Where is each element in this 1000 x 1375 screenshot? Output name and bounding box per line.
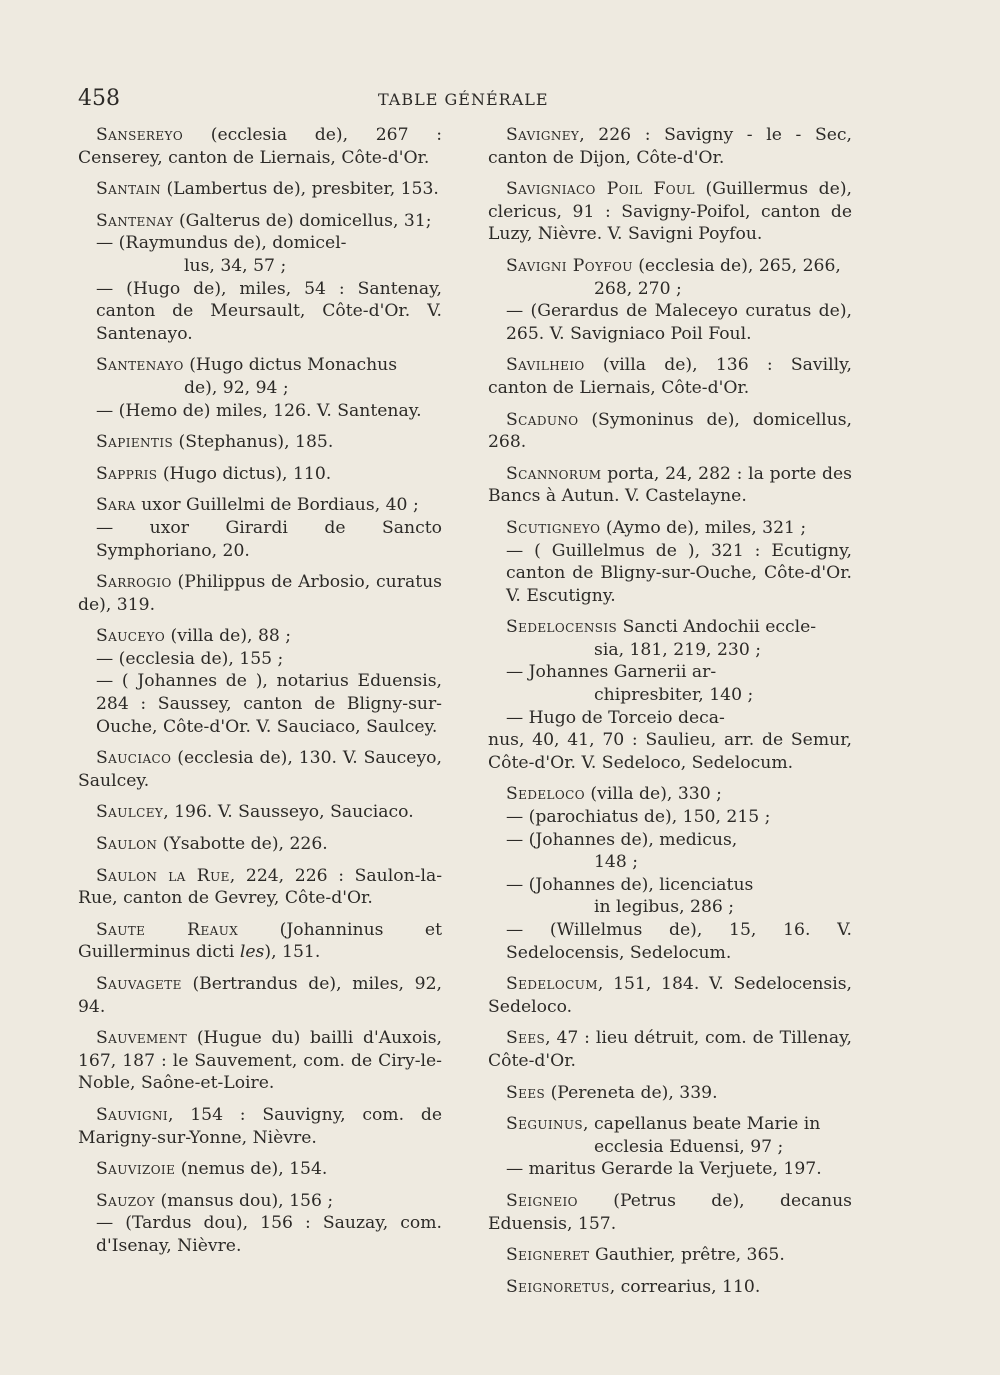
index-entry bbox=[78, 747, 442, 792]
entry-subline: — (Gerardus de Maleceyo curatus de), 265. V. Savigniaco Poil Foul. bbox=[506, 301, 852, 344]
index-entry bbox=[488, 973, 852, 1018]
entry-text: , correarius, 110. bbox=[609, 1276, 761, 1297]
entry-headword: Sees bbox=[506, 1082, 546, 1103]
entry-text: uxor Guillelmi de Bordiaus, 40 ; bbox=[135, 495, 419, 516]
entry-subline: 268, 270 ; bbox=[594, 278, 682, 299]
entry-text: porta, 24, 282 : la porte des Bancs à Autun. V. Castelayne. bbox=[488, 463, 852, 507]
index-entry bbox=[488, 1190, 852, 1235]
entry-subline: ecclesia Eduensi, 97 ; bbox=[594, 1136, 784, 1157]
page-header bbox=[78, 86, 958, 116]
entry-headword: Sauvizoie bbox=[96, 1159, 176, 1180]
entry-headword: Sees bbox=[506, 1028, 546, 1049]
entry-subline: — (Hugo de), miles, 54 : Santenay, canton de Meursault, Côte-d'Or. V. Santenayo. bbox=[96, 278, 442, 344]
index-entry bbox=[488, 1027, 852, 1072]
index-entry bbox=[488, 463, 852, 508]
entry-headword: Saute Reaux bbox=[96, 919, 239, 940]
index-entry bbox=[488, 178, 852, 246]
entry-headword: Seigneret bbox=[506, 1245, 590, 1266]
entry-headword: Savigney bbox=[506, 125, 580, 145]
index-entry bbox=[78, 973, 442, 1018]
entry-headword: Sapientis bbox=[96, 432, 174, 453]
index-entry bbox=[78, 865, 442, 910]
entry-headword: Santain bbox=[96, 179, 161, 200]
entry-subline: — (Johannes de), licenciatus bbox=[506, 874, 754, 895]
entry-text: , 196. V. Sausseyo, Sauciaco. bbox=[163, 802, 414, 823]
entry-text: (villa de), 88 ; bbox=[165, 626, 292, 647]
index-entry bbox=[78, 210, 442, 346]
index-entry bbox=[78, 1158, 442, 1181]
entry-headword: Seignoretus bbox=[506, 1276, 610, 1297]
entry-subline: lus, 34, 57 ; bbox=[184, 255, 287, 276]
entry-headword: Scaduno bbox=[506, 409, 579, 430]
entry-headword: Savigniaco Poil Foul bbox=[506, 179, 695, 200]
entry-text: (villa de), 330 ; bbox=[584, 784, 722, 805]
entry-text: Sancti Andochii eccle- bbox=[617, 617, 817, 638]
entry-headword: Scutigneyo bbox=[506, 517, 601, 538]
entry-subline: 148 ; bbox=[594, 852, 639, 873]
entry-subline: — (Johannes de), medicus, bbox=[506, 829, 738, 850]
entry-headword: Seguinus bbox=[506, 1114, 584, 1135]
entry-headword: Sauzoy bbox=[96, 1190, 156, 1211]
entry-headword: Savigni Poyfou bbox=[506, 255, 633, 276]
entry-text: (Philippus de Arbosio, curatus de), 319. bbox=[78, 572, 442, 615]
entry-subline: — maritus Gerarde la Verjuete, 197. bbox=[506, 1159, 822, 1180]
entry-text: (villa de), 136 : Savilly, canton de Liernais, Côte-d'Or. bbox=[488, 355, 852, 398]
running-title: TABLE GÉNÉRALE bbox=[378, 90, 549, 109]
entry-headword: Sauceyo bbox=[96, 626, 166, 647]
entry-text: (Ysabotte de), 226. bbox=[157, 834, 328, 855]
entry-subline: — (Raymundus de), domicel- bbox=[96, 233, 347, 254]
index-entry bbox=[78, 1027, 442, 1095]
entry-text: (Hugo dictus), 110. bbox=[157, 463, 332, 484]
entry-headword: Sarrogio bbox=[96, 572, 172, 593]
entry-headword: Saulon la Rue bbox=[96, 865, 230, 886]
entry-headword: Sauvagete bbox=[96, 974, 182, 994]
index-entry bbox=[488, 409, 852, 454]
entry-text: (ecclesia de), 130. V. Sauceyo, Saulcey. bbox=[78, 748, 442, 791]
index-entry bbox=[488, 1244, 852, 1267]
index-entry bbox=[488, 616, 852, 774]
entry-text: , 47 : lieu détruit, com. de Tillenay, Côte-d'Or. bbox=[488, 1028, 852, 1071]
index-entry bbox=[78, 354, 442, 422]
entry-headword: Sappris bbox=[96, 463, 158, 484]
index-entry bbox=[78, 801, 442, 824]
entry-text: , 226 : Savigny - le - Sec, canton de Dijon, Côte-d'Or. bbox=[488, 125, 852, 168]
entry-subline: — (parochiatus de), 150, 215 ; bbox=[506, 807, 771, 828]
entry-subline: — ( Guillelmus de ), 321 : Ecutigny, canton de Bligny-sur-Ouche, Côte-d'Or. V. Escutigny. bbox=[506, 540, 852, 606]
entry-headword: Sedeloco bbox=[506, 784, 585, 805]
index-entry bbox=[488, 255, 852, 345]
entry-text: (nemus de), 154. bbox=[175, 1159, 328, 1180]
entry-text: ), 151. bbox=[264, 942, 321, 963]
entry-text: (Hugue du) bailli d'Auxois, 167, 187 : le Sauvement, com. de Ciry-le-Noble, Saône-et-Loire. bbox=[78, 1028, 442, 1094]
entry-text: (ecclesia de), 267 : Censerey, canton de Liernais, Côte-d'Or. bbox=[78, 125, 442, 168]
index-entry bbox=[488, 517, 852, 607]
entry-headword: Sedelocensis bbox=[506, 617, 618, 638]
entry-text: (Petrus de), decanus Eduensis, 157. bbox=[488, 1190, 852, 1234]
entry-headword: Santenayo bbox=[96, 355, 184, 376]
index-entry bbox=[78, 919, 442, 964]
index-entry bbox=[78, 463, 442, 486]
index-entry bbox=[488, 1113, 852, 1181]
entry-subline: — (ecclesia de), 155 ; bbox=[96, 648, 284, 669]
entry-text: , 224, 226 : Saulon-la-Rue, canton de Gevrey, Côte-d'Or. bbox=[78, 865, 443, 909]
entry-headword: Sauciaco bbox=[96, 748, 172, 769]
entry-headword: Sara bbox=[96, 495, 136, 516]
entry-subline: sia, 181, 219, 230 ; bbox=[594, 639, 762, 660]
entry-text: (Johanninus et Guillerminus dicti bbox=[78, 919, 442, 963]
entry-text: (Bertrandus de), miles, 92, 94. bbox=[78, 974, 442, 1017]
entry-headword: Sauvigni bbox=[96, 1104, 168, 1125]
entry-text: (Stephanus), 185. bbox=[173, 432, 334, 453]
entry-subline: — (Tardus dou), 156 : Sauzay, com. d'Isenay, Nièvre. bbox=[96, 1213, 442, 1256]
entry-text: , capellanus beate Marie in bbox=[583, 1114, 821, 1135]
index-entry bbox=[488, 354, 852, 399]
entry-text: (Pereneta de), 339. bbox=[545, 1082, 718, 1103]
entry-subline: in legibus, 286 ; bbox=[594, 897, 735, 918]
index-entry bbox=[78, 571, 442, 616]
page-number: 458 bbox=[78, 86, 120, 111]
index-entry bbox=[488, 1276, 852, 1299]
entry-subline: de), 92, 94 ; bbox=[184, 377, 289, 398]
index-column-left bbox=[78, 124, 442, 1267]
entry-italic: les bbox=[239, 942, 265, 963]
entry-subline: — Hugo de Torceio deca- bbox=[506, 707, 725, 728]
entry-text: (Galterus de) domicellus, 31; bbox=[173, 210, 432, 231]
entry-headword: Savilheio bbox=[506, 355, 585, 376]
entry-text: , 151, 184. V. Sedelocensis, Sedeloco. bbox=[488, 974, 852, 1017]
index-entry bbox=[78, 625, 442, 738]
entry-headword: Sedelocum bbox=[506, 974, 598, 995]
index-entry bbox=[78, 1190, 442, 1258]
entry-subline: — (Willelmus de), 15, 16. V. Sedelocensis, Sedelocum. bbox=[506, 920, 852, 963]
index-entry bbox=[488, 124, 852, 169]
entry-headword: Sansereyo bbox=[96, 125, 184, 145]
entry-text: (ecclesia de), 265, 266, bbox=[632, 255, 841, 276]
entry-headword: Saulon bbox=[96, 834, 158, 855]
entry-subline: — Johannes Garnerii ar- bbox=[506, 662, 717, 683]
index-entry bbox=[78, 431, 442, 454]
entry-headword: Sauvement bbox=[96, 1028, 188, 1049]
entry-subline: chipresbiter, 140 ; bbox=[594, 685, 754, 706]
entry-headword: Scannorum bbox=[506, 463, 602, 484]
entry-text: (Aymo de), miles, 321 ; bbox=[600, 517, 807, 538]
entry-text: (Symoninus de), domicellus, 268. bbox=[488, 409, 852, 453]
index-entry bbox=[78, 1104, 442, 1149]
entry-subline: — (Hemo de) miles, 126. V. Santenay. bbox=[96, 400, 422, 421]
index-entry bbox=[78, 124, 442, 169]
entry-subline: nus, 40, 41, 70 : Saulieu, arr. de Semur, Côte-d'Or. V. Sedeloco, Sedelocum. bbox=[488, 730, 852, 773]
entry-subline: — uxor Girardi de Sancto Symphoriano, 20. bbox=[96, 517, 442, 561]
index-entry bbox=[488, 1082, 852, 1105]
entry-text: (Guillermus de), clericus, 91 : Savigny-Poifol, canton de Luzy, Nièvre. V. Savigni Poyfou. bbox=[488, 179, 852, 245]
entry-headword: Santenay bbox=[96, 210, 174, 231]
entry-text: (Hugo dictus Monachus bbox=[183, 355, 398, 376]
entry-subline: — ( Johannes de ), notarius Eduensis, 284 : Saussey, canton de Bligny-sur-Ouche, Côte-d'Or. V. Sauciaco, Saulcey. bbox=[96, 671, 442, 737]
index-column-right bbox=[488, 124, 852, 1307]
entry-headword: Saulcey bbox=[96, 802, 164, 823]
entry-text: (Lambertus de), presbiter, 153. bbox=[161, 179, 439, 200]
index-entry bbox=[78, 494, 442, 562]
index-entry bbox=[78, 178, 442, 201]
index-entry bbox=[488, 783, 852, 964]
entry-text: (mansus dou), 156 ; bbox=[155, 1190, 334, 1211]
entry-text: Gauthier, prêtre, 365. bbox=[589, 1245, 785, 1266]
entry-text: , 154 : Sauvigny, com. de Marigny-sur-Yonne, Nièvre. bbox=[78, 1104, 442, 1148]
index-entry bbox=[78, 833, 442, 856]
entry-headword: Seigneio bbox=[506, 1190, 578, 1211]
